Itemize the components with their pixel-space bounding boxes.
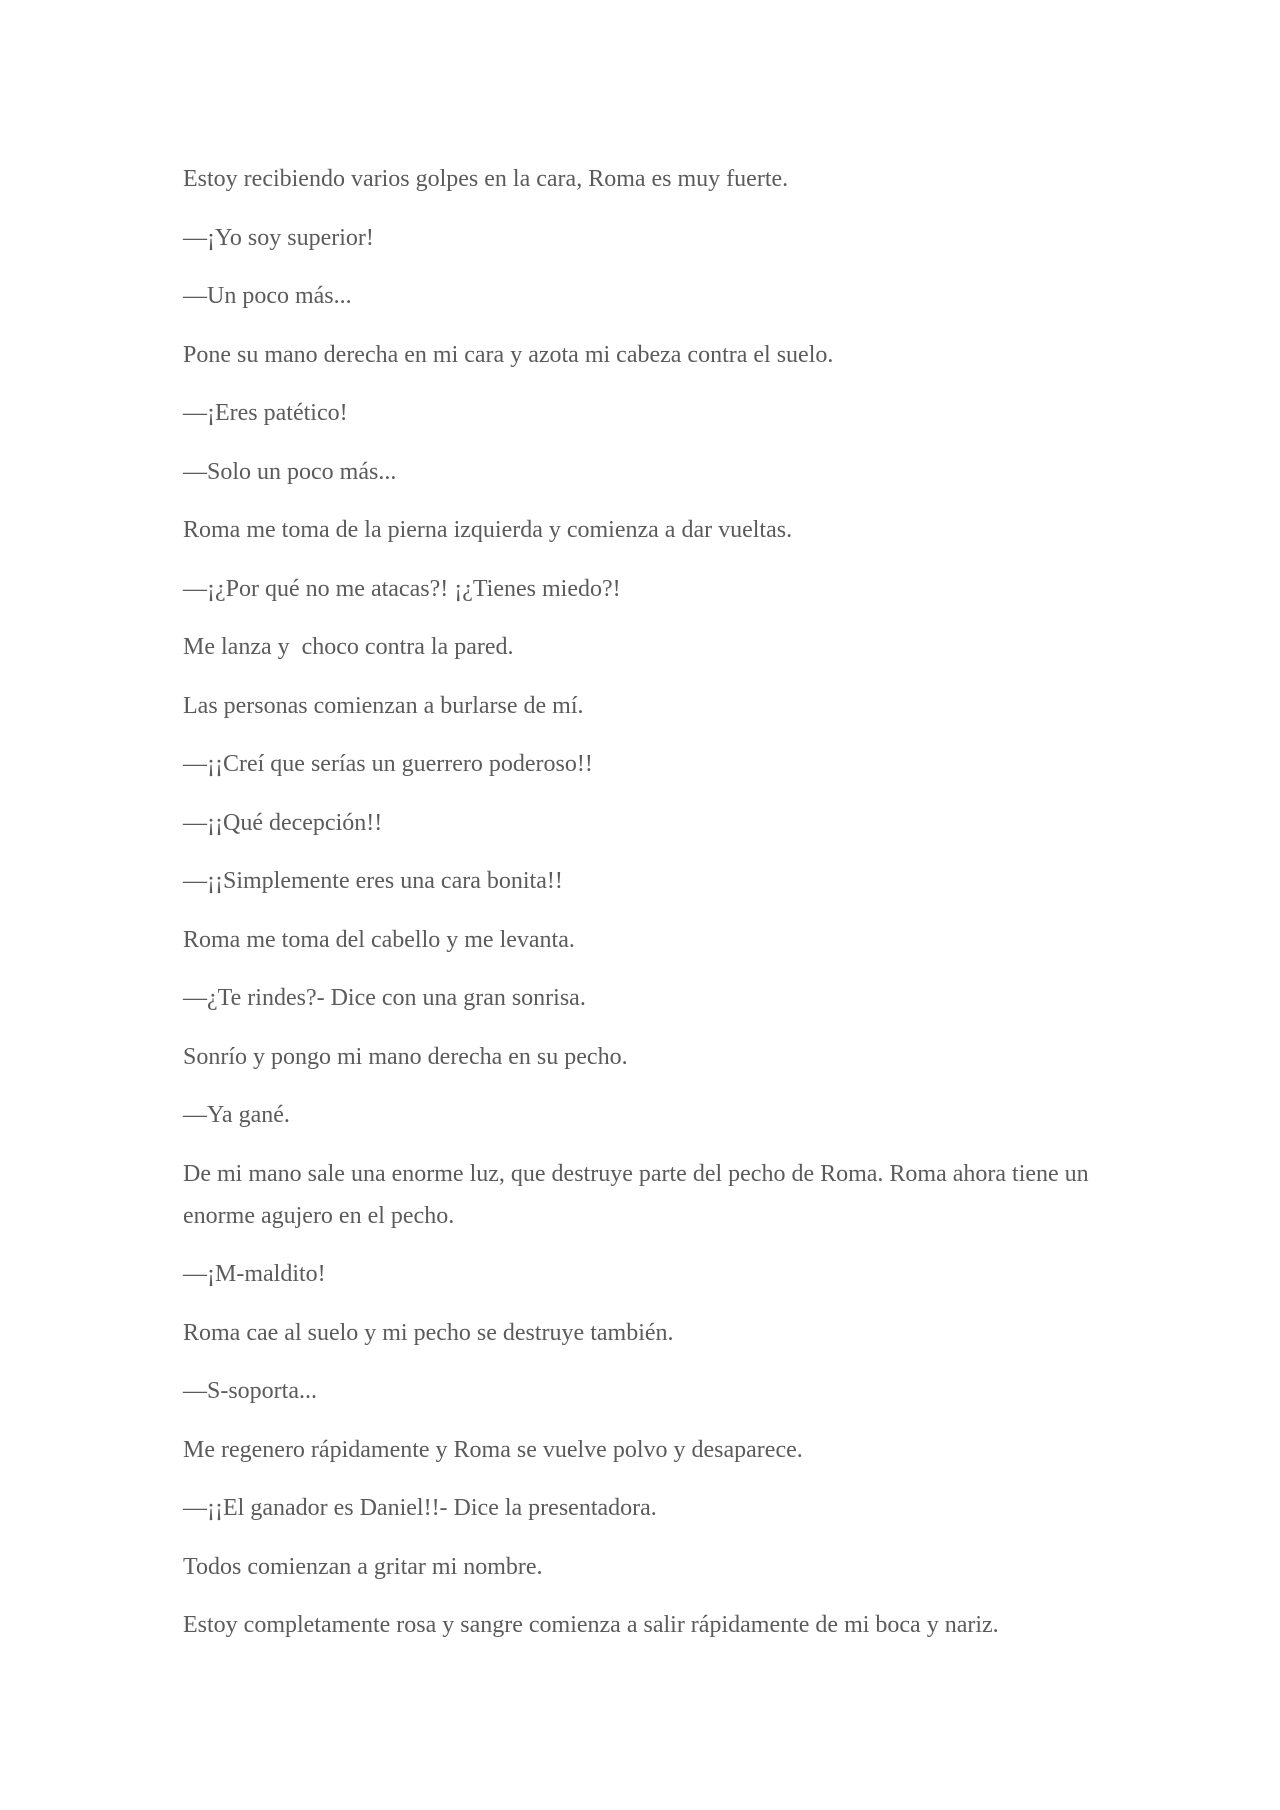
paragraph: —¿Te rindes?- Dice con una gran sonrisa. — [183, 985, 586, 1011]
paragraph: —¡¡Creí que serías un guerrero poderoso!! — [183, 751, 593, 777]
paragraph: Estoy recibiendo varios golpes en la cara, Roma es muy fuerte. — [183, 166, 789, 192]
paragraph: —¡Eres patético! — [183, 400, 348, 426]
paragraph: —¡¡Qué decepción!! — [183, 809, 383, 836]
paragraph: De mi mano sale una enorme luz, que destruye parte del pecho de Roma. Roma ahora tiene un enorme agujero en el pecho. — [183, 1160, 1095, 1229]
paragraph: Sonrío y pongo mi mano derecha en su pecho. — [183, 1043, 628, 1070]
paragraph: Roma me toma del cabello y me levanta. — [183, 926, 575, 953]
paragraph: Me lanza y choco contra la pared. — [183, 634, 514, 660]
paragraph: Roma me toma de la pierna izquierda y comienza a dar vueltas. — [183, 517, 793, 543]
paragraph: Me regenero rápidamente y Roma se vuelve polvo y desaparece. — [183, 1436, 803, 1463]
paragraph: Todos comienzan a gritar mi nombre. — [183, 1553, 543, 1580]
paragraph: —Solo un poco más... — [183, 458, 397, 485]
paragraph: Roma cae al suelo y mi pecho se destruye también. — [183, 1319, 674, 1346]
paragraph: —¡¿Por qué no me atacas?! ¡¿Tienes miedo?! — [183, 575, 621, 602]
paragraph: Las personas comienzan a burlarse de mí. — [183, 692, 584, 719]
paragraph: —¡M-maldito! — [183, 1261, 326, 1287]
paragraph: —¡¡Simplemente eres una cara bonita!! — [183, 868, 563, 894]
paragraph: Pone su mano derecha en mi cara y azota mi cabeza contra el suelo. — [183, 341, 834, 368]
paragraph: —¡¡El ganador es Daniel!!- Dice la presentadora. — [183, 1495, 657, 1521]
paragraph: —S-soporta... — [183, 1378, 317, 1404]
document-page — [183, 158, 1103, 1663]
paragraph: Estoy completamente rosa y sangre comienza a salir rápidamente de mi boca y nariz. — [183, 1612, 999, 1638]
paragraph: —¡Yo soy superior! — [183, 224, 374, 251]
paragraph: —Un poco más... — [183, 283, 352, 309]
paragraph: —Ya gané. — [183, 1102, 290, 1128]
